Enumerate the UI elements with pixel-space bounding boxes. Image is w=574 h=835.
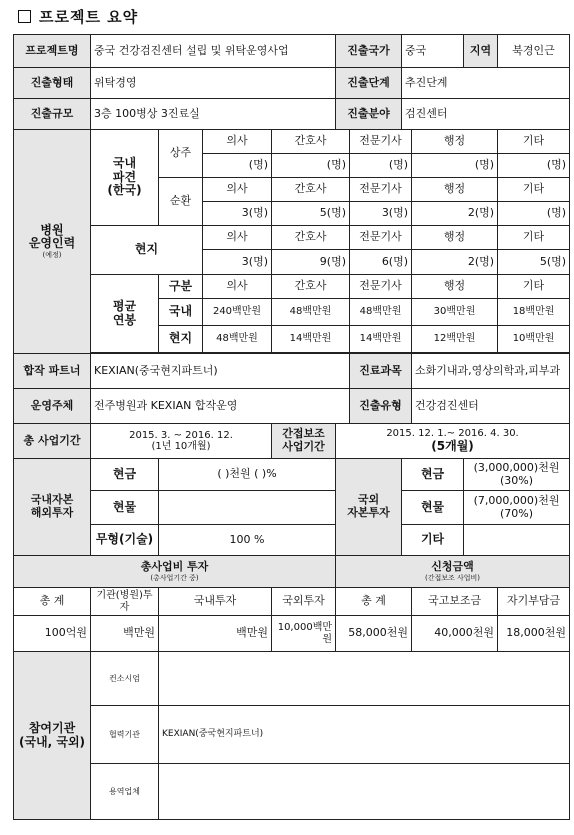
header-doctor: 의사 (203, 130, 272, 154)
salary-local-doctor: 48백만원 (203, 326, 272, 353)
budget-foreign-value: 10,000백만원 (272, 616, 336, 652)
header-admin: 행정 (412, 178, 498, 202)
header-other: 기타 (498, 226, 570, 250)
budget-header-total: 총 계 (14, 588, 91, 616)
rotation-doctor: 3(명) (203, 202, 272, 226)
consortium-label: 컨소시엄 (91, 652, 159, 706)
other-value (464, 525, 570, 556)
local-nurse: 9(명) (272, 250, 350, 275)
entry-scale-value: 3층 100병상 3진료실 (91, 99, 336, 130)
cash-value: ( )천원 ( )% (159, 459, 336, 491)
entry-type-label: 진출형태 (14, 68, 91, 99)
salary-local-nurse: 14백만원 (272, 326, 350, 353)
request-total-value: 58,000천원 (336, 616, 412, 652)
partner-value: KEXIAN(중국현지파트너) (91, 354, 350, 389)
resident-nurse: (명) (272, 154, 350, 178)
header-other: 기타 (498, 130, 570, 154)
subsidy-value: 40,000천원 (412, 616, 498, 652)
rotation-technician: 3(명) (350, 202, 412, 226)
foreign-goods-label: 현물 (402, 491, 464, 525)
header-technician: 전문기사 (350, 130, 412, 154)
entry-stage-value: 추진단계 (402, 68, 570, 99)
budget-institution-value: 백만원 (91, 616, 159, 652)
header-admin: 행정 (412, 226, 498, 250)
indirect-period-value: 2015. 12. 1.~ 2016. 4. 30. (5개월) (336, 424, 570, 459)
project-summary-table (13, 34, 570, 820)
request-amount-header: 신청금액 (간접보조 사업비) (336, 556, 570, 588)
staff-section-label: 병원 운영인력 (예정) (14, 130, 91, 354)
header-technician: 전문기사 (350, 226, 412, 250)
salary-domestic-label: 국내 (159, 299, 203, 326)
self-burden-value: 18,000천원 (498, 616, 570, 652)
salary-domestic-technician: 48백만원 (350, 299, 412, 326)
total-budget-header: 총사업비 투자 (총사업기간 중) (14, 556, 336, 588)
header-admin: 행정 (412, 275, 498, 299)
foreign-cash-label: 현금 (402, 459, 464, 491)
goods-label: 현물 (91, 491, 159, 525)
total-period-value: 2015. 3. ~ 2016. 12. (1년 10개월) (91, 424, 272, 459)
operator-value: 전주병원과 KEXIAN 합작운영 (91, 389, 350, 424)
country-label: 진출국가 (336, 35, 402, 68)
header-other: 기타 (498, 178, 570, 202)
service-company-value (159, 764, 570, 820)
budget-header-request-total: 총 계 (336, 588, 412, 616)
resident-technician: (명) (350, 154, 412, 178)
budget-header-self: 자기부담금 (498, 588, 570, 616)
domestic-capital-label: 국내자본 해외투자 (14, 459, 91, 556)
salary-domestic-nurse: 48백만원 (272, 299, 350, 326)
checkbox-square-icon (18, 10, 31, 23)
page-title: 프로젝트 요약 (18, 6, 138, 27)
intangible-value: 100 % (159, 525, 336, 556)
local-staff-label: 현지 (91, 226, 203, 275)
region-value: 북경인근 (498, 35, 570, 68)
header-doctor: 의사 (203, 178, 272, 202)
indirect-period-label: 간접보조 사업기간 (272, 424, 336, 459)
header-technician: 전문기사 (350, 178, 412, 202)
header-nurse: 간호사 (272, 226, 350, 250)
header-nurse: 간호사 (272, 178, 350, 202)
entry-kind-value: 건강검진센터 (412, 389, 570, 424)
resident-other: (명) (498, 154, 570, 178)
budget-domestic-value: 백만원 (159, 616, 272, 652)
partner-label: 합작 파트너 (14, 354, 91, 389)
budget-header-foreign: 국외투자 (272, 588, 336, 616)
header-admin: 행정 (412, 130, 498, 154)
resident-label: 상주 (159, 130, 203, 178)
avg-salary-label: 평균 연봉 (91, 275, 159, 353)
entry-kind-label: 진출유형 (350, 389, 412, 424)
resident-doctor: (명) (203, 154, 272, 178)
intangible-label: 무형(기술) (91, 525, 159, 556)
foreign-capital-label: 국외 자본투자 (336, 459, 402, 556)
service-company-label: 용역업체 (91, 764, 159, 820)
local-doctor: 3(명) (203, 250, 272, 275)
local-technician: 6(명) (350, 250, 412, 275)
budget-header-domestic: 국내투자 (159, 588, 272, 616)
entry-type-value: 위탁경영 (91, 68, 336, 99)
local-admin: 2(명) (412, 250, 498, 275)
header-nurse: 간호사 (272, 130, 350, 154)
budget-header-institution: 기관(병원)투자 (91, 588, 159, 616)
salary-local-label: 현지 (159, 326, 203, 353)
rotation-admin: 2(명) (412, 202, 498, 226)
entry-stage-label: 진출단계 (336, 68, 402, 99)
department-label: 진료과목 (350, 354, 412, 389)
budget-total-value: 100억원 (14, 616, 91, 652)
cooperating-institution-value: KEXIAN(중국현지파트너) (159, 706, 570, 764)
salary-domestic-other: 18백만원 (498, 299, 570, 326)
region-label: 지역 (464, 35, 498, 68)
project-name-value: 중국 건강검진센터 설립 및 위탁운영사업 (91, 35, 336, 68)
project-name-label: 프로젝트명 (14, 35, 91, 68)
entry-field-value: 검진센터 (402, 99, 570, 130)
total-period-label: 총 사업기간 (14, 424, 91, 459)
header-technician: 전문기사 (350, 275, 412, 299)
foreign-cash-value: (3,000,000)천원 (30%) (464, 459, 570, 491)
operator-label: 운영주체 (14, 389, 91, 424)
rotation-label: 순환 (159, 178, 203, 226)
header-doctor: 의사 (203, 275, 272, 299)
budget-header-subsidy: 국고보조금 (412, 588, 498, 616)
country-value: 중국 (402, 35, 464, 68)
salary-domestic-doctor: 240백만원 (203, 299, 272, 326)
consortium-value (159, 652, 570, 706)
cooperating-institution-label: 협력기관 (91, 706, 159, 764)
dispatch-label: 국내 파견 (한국) (91, 130, 159, 226)
salary-local-other: 10백만원 (498, 326, 570, 353)
other-label: 기타 (402, 525, 464, 556)
rotation-other: (명) (498, 202, 570, 226)
cash-label: 현금 (91, 459, 159, 491)
salary-local-admin: 12백만원 (412, 326, 498, 353)
department-value: 소화기내과,영상의학과,피부과 (412, 354, 570, 389)
salary-domestic-admin: 30백만원 (412, 299, 498, 326)
header-nurse: 간호사 (272, 275, 350, 299)
participants-label: 참여기관 (국내, 국외) (14, 652, 91, 820)
entry-field-label: 진출분야 (336, 99, 402, 130)
salary-category-label: 구분 (159, 275, 203, 299)
header-other: 기타 (498, 275, 570, 299)
entry-scale-label: 진출규모 (14, 99, 91, 130)
local-other: 5(명) (498, 250, 570, 275)
salary-local-technician: 14백만원 (350, 326, 412, 353)
rotation-nurse: 5(명) (272, 202, 350, 226)
resident-admin: (명) (412, 154, 498, 178)
header-doctor: 의사 (203, 226, 272, 250)
goods-value (159, 491, 336, 525)
foreign-goods-value: (7,000,000)천원 (70%) (464, 491, 570, 525)
